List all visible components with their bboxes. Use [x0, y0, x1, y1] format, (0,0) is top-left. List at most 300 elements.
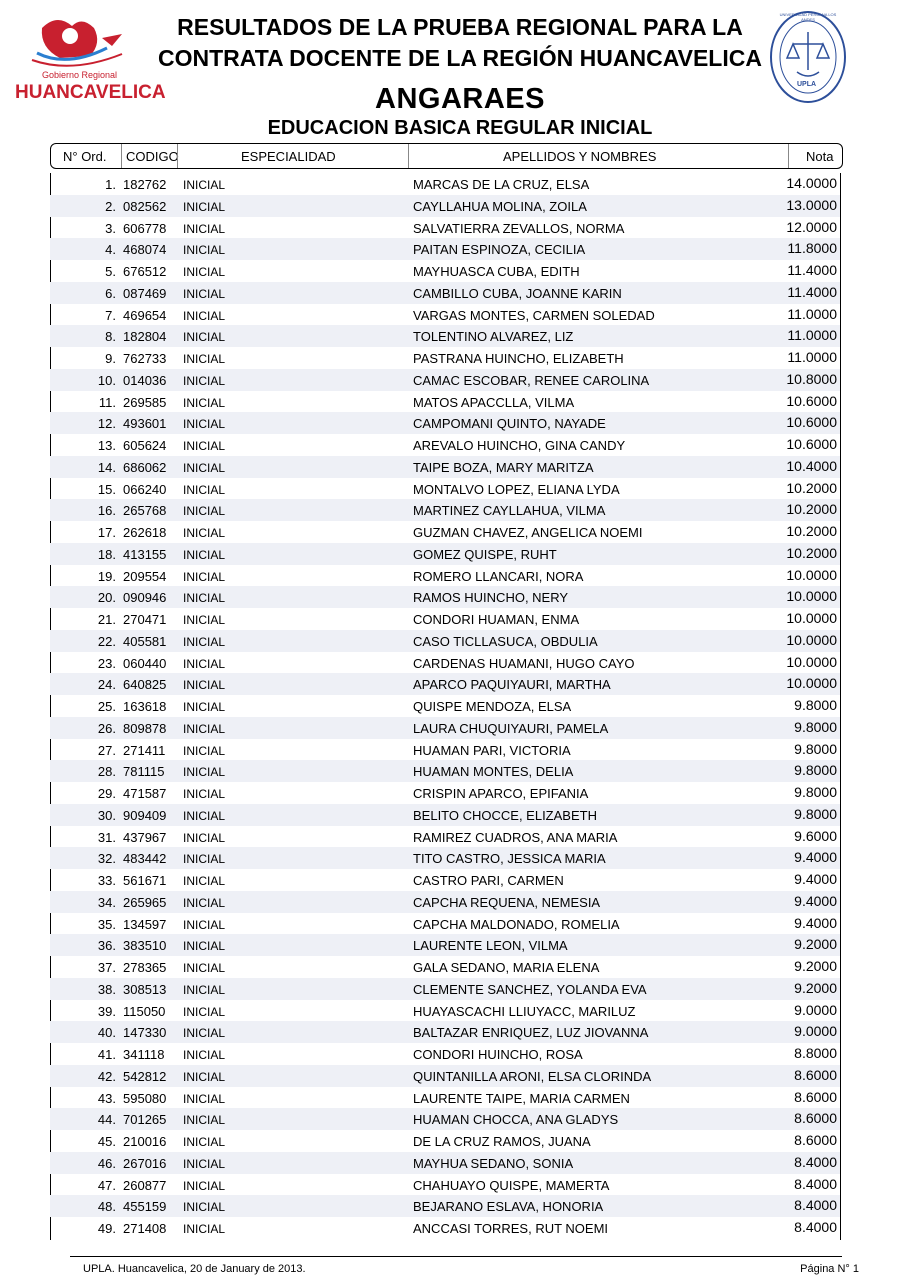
row-nombre: RAMIREZ CUADROS, ANA MARIA — [413, 829, 618, 845]
row-order: 21. — [97, 612, 116, 627]
row-order: 3. — [105, 220, 116, 236]
table-row — [50, 1043, 840, 1065]
row-nombre: MATOS APACCLLA, VILMA — [413, 394, 575, 410]
table-row — [50, 499, 840, 521]
row-nombre: CONDORI HUAMAN, ENMA — [413, 612, 580, 627]
row-especialidad: INICIAL — [183, 1200, 226, 1215]
row-nota: 9.2000 — [794, 936, 837, 953]
row-codigo: 469654 — [123, 307, 167, 323]
row-especialidad: INICIAL — [183, 961, 226, 975]
row-codigo: 308513 — [123, 981, 167, 997]
row-especialidad: INICIAL — [183, 308, 226, 323]
row-especialidad: INICIAL — [183, 330, 226, 345]
table-row — [50, 1217, 840, 1239]
row-nombre: SALVATIERRA ZEVALLOS, NORMA — [413, 220, 625, 236]
row-order: 38. — [97, 981, 116, 997]
row-nombre: CARDENAS HUAMANI, HUGO CAYO — [413, 655, 635, 671]
table-row — [50, 1152, 840, 1174]
row-order: 8. — [105, 329, 116, 345]
row-nota: 9.2000 — [794, 979, 837, 996]
row-nota: 9.0000 — [794, 1001, 837, 1018]
row-nota: 9.6000 — [794, 827, 837, 844]
row-nombre: BALTAZAR ENRIQUEZ, LUZ JIOVANNA — [413, 1025, 649, 1041]
row-especialidad: INICIAL — [183, 743, 226, 758]
row-nota: 8.4000 — [794, 1197, 837, 1214]
row-order: 35. — [97, 916, 116, 932]
row-codigo: 271408 — [123, 1221, 167, 1236]
row-order: 31. — [97, 829, 116, 845]
row-order: 10. — [97, 372, 116, 388]
title-line-1: RESULTADOS DE LA PRUEBA REGIONAL PARA LA — [177, 14, 743, 40]
row-order: 4. — [105, 242, 116, 258]
row-nota: 8.8000 — [794, 1045, 837, 1061]
row-codigo: 147330 — [123, 1025, 167, 1041]
row-order: 20. — [97, 590, 116, 606]
row-especialidad: INICIAL — [183, 243, 226, 258]
row-order: 22. — [97, 633, 116, 649]
row-codigo: 909409 — [123, 807, 167, 823]
row-nombre: HUAMAN MONTES, DELIA — [413, 764, 574, 780]
row-nota: 9.4000 — [794, 914, 837, 931]
seal-text: UNIVERSIDAD PERUANA LOS ANDES — [779, 12, 837, 22]
row-nota: 10.2000 — [786, 544, 837, 561]
row-nota: 9.8000 — [794, 762, 837, 779]
row-nombre: BEJARANO ESLAVA, HONORIA — [413, 1199, 604, 1215]
page-number: Página N° 1 — [800, 1263, 859, 1275]
table-row — [50, 217, 840, 239]
row-nombre: QUINTANILLA ARONI, ELSA CLORINDA — [413, 1068, 652, 1084]
row-nombre: CASTRO PARI, CARMEN — [413, 873, 564, 888]
row-order: 7. — [105, 307, 116, 323]
row-especialidad: INICIAL — [183, 373, 226, 388]
level-title: EDUCACION BASICA REGULAR INICIAL — [267, 117, 653, 139]
row-order: 6. — [105, 285, 116, 301]
row-nota: 10.2000 — [786, 479, 837, 496]
row-order: 19. — [97, 568, 116, 584]
row-order: 33. — [97, 873, 116, 888]
row-nota: 8.4000 — [794, 1219, 837, 1235]
row-codigo: 676512 — [123, 264, 167, 279]
row-nombre: TAIPE BOZA, MARY MARITZA — [413, 459, 594, 475]
row-especialidad: INICIAL — [183, 286, 226, 301]
row-nombre: HUAMAN PARI, VICTORIA — [413, 742, 571, 758]
table-row — [50, 760, 840, 782]
table-row — [50, 173, 840, 195]
row-order: 37. — [97, 960, 116, 975]
row-codigo: 267016 — [123, 1155, 167, 1171]
row-nota: 11.8000 — [787, 240, 837, 257]
row-codigo: 483442 — [123, 851, 167, 867]
table-row — [50, 304, 840, 326]
row-order: 13. — [97, 438, 116, 453]
row-nombre: CAPCHA MALDONADO, ROMELIA — [413, 916, 620, 932]
row-especialidad: INICIAL — [183, 721, 226, 736]
row-order: 36. — [97, 938, 116, 954]
table-row — [50, 673, 840, 695]
table-row — [50, 630, 840, 652]
table-row — [50, 1021, 840, 1043]
row-order: 23. — [97, 655, 116, 671]
row-nombre: CASO TICLLASUCA, OBDULIA — [413, 633, 598, 649]
row-nota: 8.6000 — [794, 1088, 837, 1105]
row-especialidad: INICIAL — [183, 460, 226, 475]
row-order: 41. — [97, 1047, 116, 1062]
row-nota: 11.0000 — [787, 327, 837, 344]
row-nombre: CAMAC ESCOBAR, RENEE CAROLINA — [413, 372, 650, 388]
row-nombre: MAYHUASCA CUBA, EDITH — [413, 264, 580, 279]
table-row — [50, 1174, 840, 1196]
row-order: 14. — [97, 459, 116, 475]
row-nombre: CLEMENTE SANCHEZ, YOLANDA EVA — [413, 981, 647, 997]
row-nota: 9.8000 — [794, 740, 837, 757]
row-especialidad: INICIAL — [183, 547, 226, 562]
row-nota: 11.4000 — [787, 283, 837, 300]
row-nota: 9.2000 — [794, 958, 837, 974]
table-row — [50, 978, 840, 1000]
row-order: 34. — [97, 894, 116, 910]
row-codigo: 701265 — [123, 1112, 167, 1128]
row-nombre: LAURA CHUQUIYAURI, PAMELA — [413, 720, 609, 736]
row-order: 9. — [105, 351, 116, 366]
row-order: 43. — [97, 1090, 116, 1106]
row-codigo: 781115 — [123, 764, 165, 780]
row-nota: 10.8000 — [786, 370, 837, 387]
row-nota: 9.8000 — [794, 718, 837, 735]
row-codigo: 542812 — [123, 1068, 167, 1084]
row-order: 5. — [105, 264, 116, 279]
row-nota: 9.8000 — [794, 784, 837, 800]
row-codigo: 471587 — [123, 786, 167, 801]
row-codigo: 087469 — [123, 285, 167, 301]
row-codigo: 265768 — [123, 503, 167, 519]
row-codigo: 090946 — [123, 590, 167, 606]
row-especialidad: INICIAL — [183, 569, 226, 584]
table-row — [50, 543, 840, 565]
row-codigo: 341118 — [123, 1047, 165, 1062]
row-nombre: PAITAN ESPINOZA, CECILIA — [413, 242, 586, 258]
row-especialidad: INICIAL — [183, 830, 226, 845]
table-row — [50, 586, 840, 608]
table-row — [50, 195, 840, 217]
row-codigo: 270471 — [123, 612, 167, 627]
row-order: 46. — [97, 1155, 116, 1171]
row-nombre: MARTINEZ CAYLLAHUA, VILMA — [413, 503, 606, 519]
row-nota: 14.0000 — [786, 175, 837, 191]
row-especialidad: INICIAL — [183, 504, 226, 519]
row-nombre: GUZMAN CHAVEZ, ANGELICA NOEMI — [413, 525, 643, 540]
table-row — [50, 826, 840, 848]
row-nota: 10.0000 — [786, 675, 837, 692]
table-row — [50, 1065, 840, 1087]
row-nota: 8.6000 — [794, 1066, 837, 1083]
row-especialidad: INICIAL — [183, 395, 226, 410]
table-right-border — [840, 173, 841, 1240]
document-title — [150, 12, 770, 74]
row-codigo: 262618 — [123, 525, 167, 540]
row-especialidad: INICIAL — [183, 1004, 226, 1019]
table-row — [50, 565, 840, 587]
row-especialidad: INICIAL — [183, 1135, 226, 1149]
row-order: 11. — [98, 394, 116, 410]
row-order: 48. — [97, 1199, 116, 1215]
table-row — [50, 804, 840, 826]
row-codigo: 762733 — [123, 351, 167, 366]
row-nombre: GALA SEDANO, MARIA ELENA — [413, 960, 600, 975]
row-nombre: MONTALVO LOPEZ, ELIANA LYDA — [413, 481, 620, 497]
row-codigo: 260877 — [123, 1177, 167, 1193]
col-especialidad-header: ESPECIALIDAD — [241, 149, 336, 164]
row-nombre: CHAHUAYO QUISPE, MAMERTA — [413, 1177, 610, 1193]
col-nombres-header: APELLIDOS Y NOMBRES — [503, 149, 657, 164]
table-row — [50, 1087, 840, 1109]
row-nombre: TOLENTINO ALVAREZ, LIZ — [413, 329, 574, 345]
row-order: 27. — [97, 742, 116, 758]
row-codigo: 066240 — [123, 481, 167, 497]
table-row — [50, 325, 840, 347]
row-especialidad: INICIAL — [183, 221, 226, 236]
table-row — [50, 347, 840, 369]
row-nombre: CAYLLAHUA MOLINA, ZOILA — [413, 198, 587, 214]
row-order: 49. — [97, 1221, 116, 1236]
row-nota: 10.2000 — [786, 523, 837, 539]
table-row — [50, 782, 840, 804]
row-nota: 8.6000 — [794, 1110, 837, 1127]
row-nota: 9.8000 — [794, 697, 837, 713]
table-row — [50, 1195, 840, 1217]
row-especialidad: INICIAL — [183, 613, 226, 627]
row-nota: 10.0000 — [786, 653, 837, 670]
table-row — [50, 913, 840, 935]
table-row — [50, 891, 840, 913]
table-row — [50, 521, 840, 543]
row-order: 47. — [97, 1177, 116, 1193]
row-especialidad: INICIAL — [183, 526, 226, 540]
row-especialidad: INICIAL — [183, 352, 226, 366]
row-order: 12. — [97, 416, 116, 432]
row-nombre: HUAYASCACHI LLIUYACC, MARILUZ — [413, 1003, 636, 1019]
row-nombre: ANCCASI TORRES, RUT NOEMI — [413, 1221, 609, 1236]
row-especialidad: INICIAL — [183, 1178, 226, 1193]
row-codigo: 493601 — [123, 416, 167, 432]
row-nombre: ROMERO LLANCARI, NORA — [413, 568, 584, 584]
row-nota: 8.4000 — [794, 1153, 837, 1170]
row-order: 2. — [105, 198, 116, 214]
row-especialidad: INICIAL — [183, 765, 226, 780]
seal-abbr: UPLA — [797, 81, 817, 88]
row-codigo: 405581 — [123, 633, 167, 649]
row-nota: 10.0000 — [786, 631, 837, 648]
table-row — [50, 608, 840, 630]
row-nota: 9.8000 — [794, 805, 837, 822]
row-nota: 10.6000 — [786, 436, 837, 452]
row-order: 39. — [97, 1003, 116, 1019]
row-order: 44. — [97, 1112, 116, 1128]
row-especialidad: INICIAL — [183, 1222, 226, 1236]
row-order: 29. — [97, 786, 116, 801]
table-row — [50, 695, 840, 717]
table-row — [50, 739, 840, 761]
row-codigo: 605624 — [123, 438, 167, 453]
row-codigo: 082562 — [123, 198, 167, 214]
col-ord-header: N° Ord. — [63, 149, 107, 164]
row-codigo: 595080 — [123, 1090, 167, 1106]
row-nota: 8.4000 — [794, 1175, 837, 1192]
row-codigo: 809878 — [123, 720, 167, 736]
row-nombre: VARGAS MONTES, CARMEN SOLEDAD — [413, 307, 655, 323]
row-order: 32. — [97, 851, 116, 867]
row-codigo: 182804 — [123, 329, 167, 345]
row-nombre: CAMPOMANI QUINTO, NAYADE — [413, 416, 606, 432]
row-codigo: 209554 — [123, 568, 167, 584]
row-codigo: 640825 — [123, 677, 167, 693]
row-especialidad: INICIAL — [183, 1113, 226, 1128]
row-especialidad: INICIAL — [183, 634, 226, 649]
row-order: 26. — [97, 720, 116, 736]
row-especialidad: INICIAL — [183, 1091, 226, 1106]
row-especialidad: INICIAL — [183, 656, 226, 671]
row-order: 15. — [97, 481, 116, 497]
row-especialidad: INICIAL — [183, 678, 226, 693]
row-order: 25. — [97, 699, 116, 714]
table-row — [50, 412, 840, 434]
row-order: 42. — [97, 1068, 116, 1084]
row-especialidad: INICIAL — [183, 982, 226, 997]
row-nota: 9.4000 — [794, 871, 837, 887]
row-nombre: AREVALO HUINCHO, GINA CANDY — [413, 438, 626, 453]
footer-divider — [70, 1256, 842, 1257]
row-nota: 10.6000 — [786, 414, 837, 431]
row-order: 40. — [97, 1025, 116, 1041]
row-codigo: 437967 — [123, 829, 167, 845]
row-order: 45. — [97, 1134, 116, 1149]
row-codigo: 134597 — [123, 916, 167, 932]
table-row — [50, 956, 840, 978]
row-nombre: MAYHUA SEDANO, SONIA — [413, 1155, 574, 1171]
row-especialidad: INICIAL — [183, 1048, 226, 1062]
row-nombre: CAPCHA REQUENA, NEMESIA — [413, 894, 601, 910]
row-nota: 10.0000 — [786, 588, 837, 605]
row-especialidad: INICIAL — [183, 917, 226, 932]
row-especialidad: INICIAL — [183, 178, 226, 192]
results-table — [50, 173, 840, 1239]
row-nombre: RAMOS HUINCHO, NERY — [413, 590, 569, 606]
row-nombre: LAURENTE LEON, VILMA — [413, 938, 568, 954]
row-nombre: PASTRANA HUINCHO, ELIZABETH — [413, 351, 624, 366]
row-order: 24. — [97, 677, 116, 693]
university-seal-icon — [769, 10, 847, 105]
row-codigo: 210016 — [123, 1134, 167, 1149]
row-order: 16. — [97, 503, 116, 519]
row-nombre: MARCAS DE LA CRUZ, ELSA — [413, 177, 590, 192]
table-row — [50, 260, 840, 282]
row-especialidad: INICIAL — [183, 265, 226, 279]
col-codigo-header: CODIGO — [126, 149, 179, 164]
upla-seal — [769, 10, 847, 105]
row-codigo: 014036 — [123, 372, 167, 388]
row-especialidad: INICIAL — [183, 1156, 226, 1171]
table-row — [50, 869, 840, 891]
row-nota: 13.0000 — [786, 196, 837, 213]
table-row — [50, 434, 840, 456]
province-title: ANGARAES — [375, 83, 545, 115]
row-order: 18. — [97, 546, 116, 562]
row-especialidad: INICIAL — [183, 874, 226, 888]
table-row — [50, 934, 840, 956]
row-nota: 11.4000 — [787, 262, 837, 278]
row-especialidad: INICIAL — [183, 852, 226, 867]
row-order: 1. — [105, 177, 116, 192]
row-nota: 9.4000 — [794, 892, 837, 909]
row-codigo: 163618 — [123, 699, 167, 714]
gobierno-regional-logo — [12, 8, 166, 108]
table-row — [50, 391, 840, 413]
table-row — [50, 369, 840, 391]
row-especialidad: INICIAL — [183, 1069, 226, 1084]
row-nota: 10.0000 — [786, 566, 837, 583]
row-nota: 9.4000 — [794, 849, 837, 866]
table-row — [50, 717, 840, 739]
row-codigo: 561671 — [123, 873, 167, 888]
logo-title: HUANCAVELICA — [15, 82, 166, 103]
row-nota: 11.0000 — [787, 305, 837, 322]
table-row — [50, 652, 840, 674]
footer-date: UPLA. Huancavelica, 20 de January de 2013. — [83, 1263, 306, 1275]
row-especialidad: INICIAL — [183, 417, 226, 432]
row-especialidad: INICIAL — [183, 1026, 226, 1041]
col-nota-header: Nota — [806, 149, 834, 164]
row-codigo: 413155 — [123, 546, 167, 562]
row-nombre: GOMEZ QUISPE, RUHT — [413, 546, 557, 562]
table-row — [50, 1130, 840, 1152]
row-nombre: TITO CASTRO, JESSICA MARIA — [413, 851, 606, 867]
row-especialidad: INICIAL — [183, 591, 226, 606]
row-especialidad: INICIAL — [183, 787, 226, 801]
row-nota: 10.0000 — [786, 610, 837, 626]
row-nombre: DE LA CRUZ RAMOS, JUANA — [413, 1134, 591, 1149]
row-codigo: 271411 — [123, 742, 166, 758]
row-nota: 10.4000 — [786, 457, 837, 474]
title-line-2: CONTRATA DOCENTE DE LA REGIÓN HUANCAVELICA — [158, 45, 762, 71]
table-row — [50, 847, 840, 869]
row-especialidad: INICIAL — [183, 439, 226, 453]
row-especialidad: INICIAL — [183, 939, 226, 954]
row-order: 30. — [97, 807, 116, 823]
row-nombre: APARCO PAQUIYAURI, MARTHA — [413, 677, 611, 693]
row-codigo: 115050 — [123, 1003, 166, 1019]
row-codigo: 468074 — [123, 242, 167, 258]
table-row — [50, 238, 840, 260]
row-nota: 12.0000 — [786, 218, 837, 235]
row-codigo: 269585 — [123, 394, 167, 410]
row-codigo: 455159 — [123, 1199, 167, 1215]
row-nota: 11.0000 — [787, 349, 837, 365]
logo-subtitle: Gobierno Regional — [42, 70, 118, 80]
row-nombre: CONDORI HUINCHO, ROSA — [413, 1047, 583, 1062]
row-codigo: 383510 — [123, 938, 167, 954]
table-row — [50, 478, 840, 500]
row-codigo: 606778 — [123, 220, 167, 236]
row-especialidad: INICIAL — [183, 808, 226, 823]
row-nombre: QUISPE MENDOZA, ELSA — [413, 699, 572, 714]
row-nombre: CRISPIN APARCO, EPIFANIA — [413, 786, 589, 801]
table-row — [50, 1000, 840, 1022]
row-codigo: 265965 — [123, 894, 167, 910]
row-codigo: 686062 — [123, 459, 167, 475]
row-nota: 8.6000 — [794, 1132, 837, 1148]
row-especialidad: INICIAL — [183, 700, 226, 714]
row-codigo: 278365 — [123, 960, 167, 975]
row-nota: 10.6000 — [786, 392, 837, 409]
